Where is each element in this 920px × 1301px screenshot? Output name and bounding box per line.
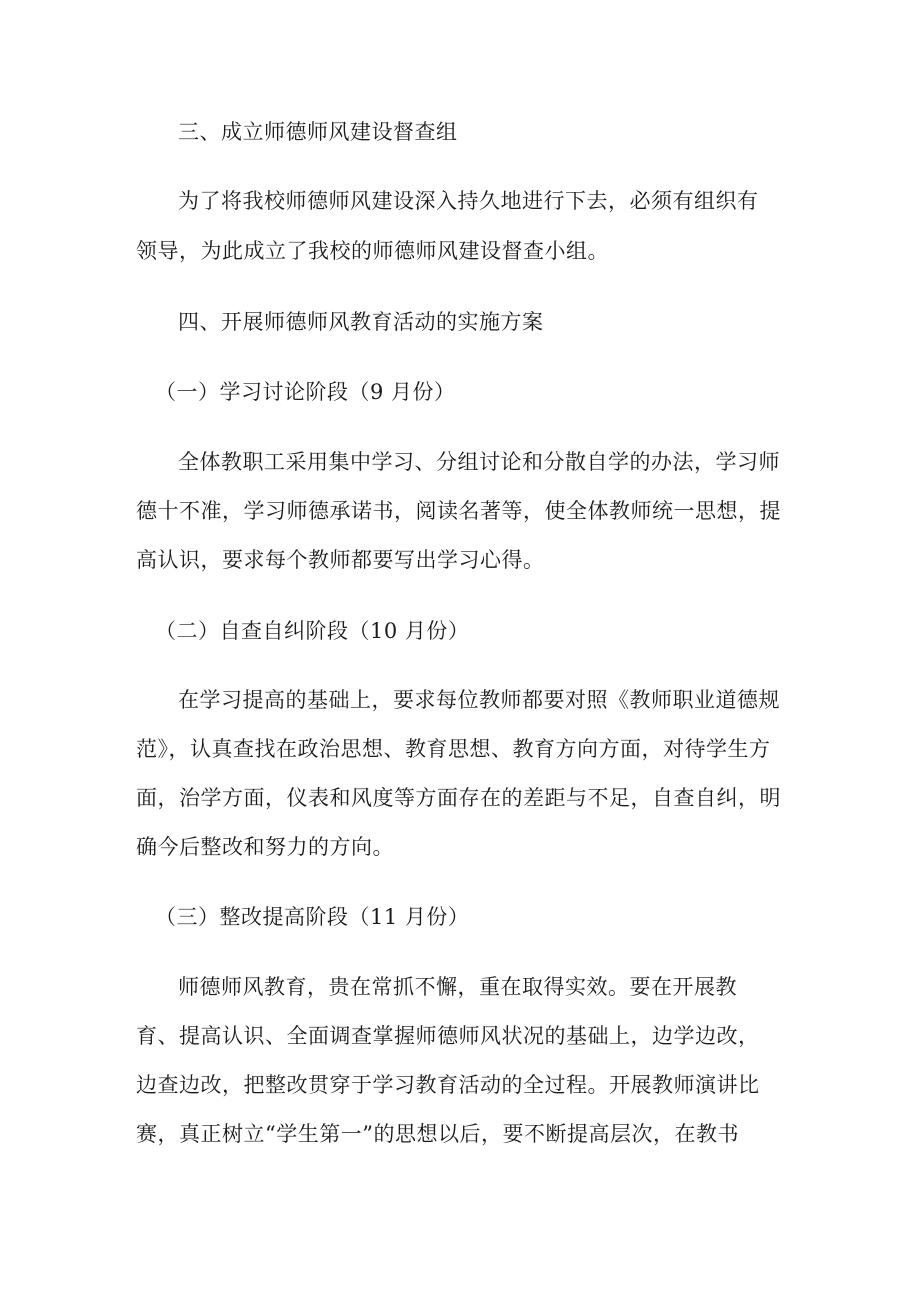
- subsection-heading-2: （二）自查自纠阶段（10 月份）: [155, 619, 470, 643]
- section-heading-4: 四、开展师德师风教育活动的实施方案: [178, 310, 544, 334]
- paragraph-line: 边查边改，把整改贯穿于学习教育活动的全过程。开展教师演讲比: [136, 1073, 760, 1097]
- paragraph-line: 确今后整改和努力的方向。: [136, 835, 394, 859]
- paragraph-line: 领导，为此成立了我校的师德师风建设督查小组。: [136, 239, 609, 263]
- paragraph-line: 德十不准，学习师德承诺书，阅读名著等，使全体教师统一思想，提: [136, 499, 781, 523]
- section-heading-3: 三、成立师德师风建设督查组: [178, 120, 458, 144]
- paragraph-line: 范》，认真查找在政治思想、教育思想、教育方向方面，对待学生方: [136, 737, 771, 761]
- subsection-heading-3: （三）整改提高阶段（11 月份）: [155, 905, 470, 929]
- subsection-heading-1: （一）学习讨论阶段（9 月份）: [155, 380, 456, 404]
- paragraph-line: 全体教职工采用集中学习、分组讨论和分散自学的办法，学习师: [178, 450, 780, 474]
- paragraph-line: 师德师风教育，贵在常抓不懈，重在取得实效。要在开展教: [178, 975, 737, 999]
- paragraph-line: 育、提高认识、全面调查掌握师德师风状况的基础上，边学边改，: [136, 1024, 760, 1048]
- paragraph-line: 赛，真正树立“学生第一”的思想以后，要不断提高层次，在教书: [136, 1122, 739, 1146]
- paragraph-line: 在学习提高的基础上，要求每位教师都要对照《教师职业道德规: [178, 688, 780, 712]
- paragraph-line: 为了将我校师德师风建设深入持久地进行下去，必须有组织有: [178, 189, 759, 213]
- paragraph-line: 面，治学方面，仪表和风度等方面存在的差距与不足，自查自纠，明: [136, 786, 781, 810]
- paragraph-line: 高认识，要求每个教师都要写出学习心得。: [136, 548, 545, 572]
